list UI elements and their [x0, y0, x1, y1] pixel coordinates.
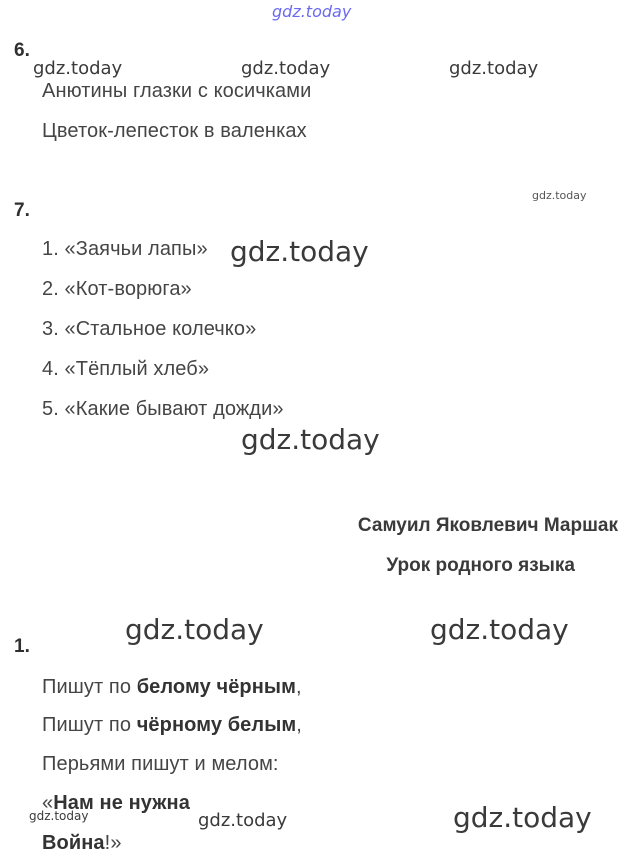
- poem-line-2-post: ,: [296, 714, 302, 736]
- section-7-number: 7.: [14, 200, 30, 221]
- section-6-line-1: Анютины глазки с косичками: [42, 80, 312, 102]
- watermark: gdz.today: [532, 189, 587, 202]
- poem-line-1-post: ,: [296, 676, 302, 698]
- watermark: gdz.today: [453, 801, 592, 834]
- poem-line-5-post: !»: [104, 832, 122, 854]
- watermark: gdz.today: [29, 809, 89, 823]
- watermark-top: gdz.today: [272, 2, 352, 21]
- watermark: gdz.today: [241, 58, 331, 79]
- section-7-item-2: 2. «Кот-ворюга»: [42, 278, 192, 300]
- watermark: gdz.today: [241, 423, 380, 456]
- section-6-line-2: Цветок-лепесток в валенках: [42, 120, 307, 142]
- watermark: gdz.today: [230, 235, 369, 268]
- poem-line-5: [42, 832, 122, 855]
- poem-line-1-bold: белому чёрным: [136, 676, 297, 698]
- poem-line-4-pre: «: [42, 792, 54, 814]
- poem-line-1: [42, 676, 302, 699]
- section-7-item-1: 1. «Заячьи лапы»: [42, 238, 208, 260]
- section-6-number: 6.: [14, 40, 30, 61]
- poem-line-5-bold: Война: [42, 832, 105, 854]
- poem-line-4-bold: Нам не нужна: [53, 792, 190, 814]
- poem-line-2-bold: чёрному белым: [136, 714, 297, 736]
- section-7-item-3: 3. «Стальное колечко»: [42, 318, 257, 340]
- watermark: gdz.today: [430, 613, 569, 646]
- poem-line-2: [42, 714, 302, 737]
- author-heading: Самуил Яковлевич Маршак: [357, 515, 618, 536]
- section-7-item-4: 4. «Тёплый хлеб»: [42, 358, 210, 380]
- watermark: gdz.today: [33, 58, 123, 79]
- watermark: gdz.today: [198, 810, 288, 831]
- watermark: gdz.today: [449, 58, 539, 79]
- poem-line-2-pre: Пишут по: [42, 714, 137, 736]
- section-7-item-5: 5. «Какие бывают дожди»: [42, 398, 284, 420]
- poem-line-1-pre: Пишут по: [42, 676, 137, 698]
- section-1-number: 1.: [14, 636, 30, 657]
- poem-line-3: Перьями пишут и мелом:: [42, 753, 279, 775]
- watermark: gdz.today: [125, 613, 264, 646]
- title-heading: Урок родного языка: [386, 555, 575, 576]
